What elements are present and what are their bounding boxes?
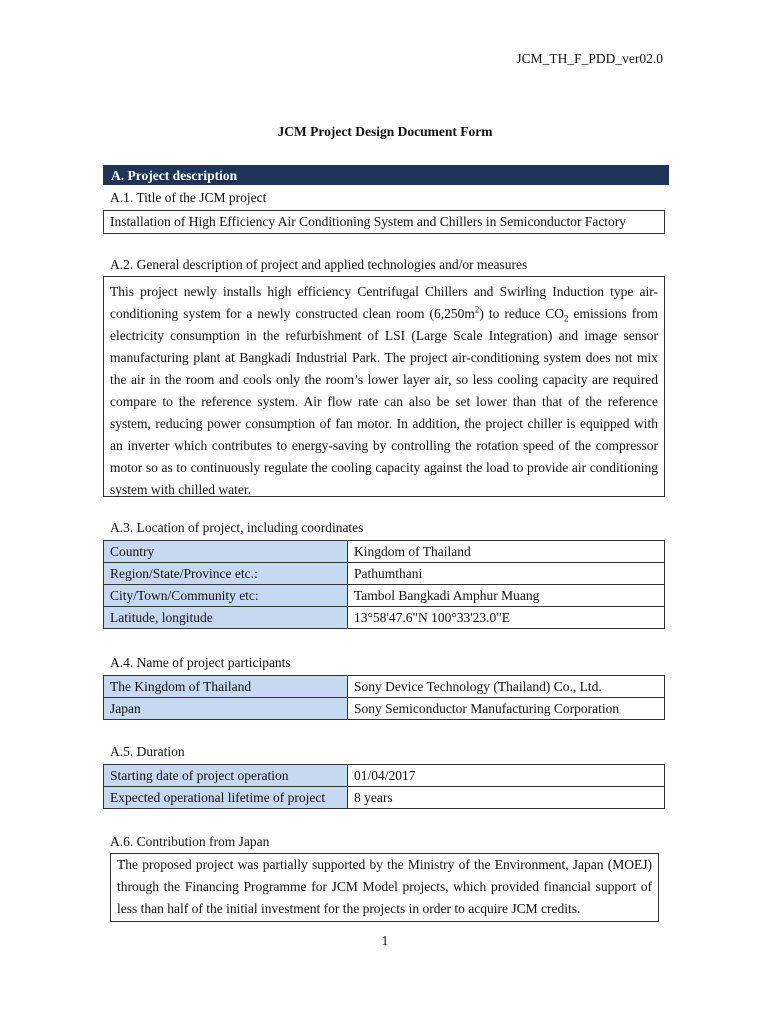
a1-label: A.1. Title of the JCM project	[110, 190, 267, 205]
duration-value: 01/04/2017	[348, 765, 665, 787]
a3-label: A.3. Location of project, including coordinates	[110, 520, 364, 535]
a2-label: A.2. General description of project and applied technologies and/or measures	[110, 257, 528, 272]
participant-country: The Kingdom of Thailand	[104, 676, 348, 698]
location-key: City/Town/Community etc:	[104, 585, 348, 607]
a6-label: A.6. Contribution from Japan	[110, 834, 270, 849]
duration-value: 8 years	[348, 787, 665, 809]
location-value: Kingdom of Thailand	[348, 541, 665, 563]
table-row	[104, 787, 665, 809]
location-key: Country	[104, 541, 348, 563]
contribution-text: The proposed project was partially supported by the Ministry of the Environment, Japan (MOEJ) through the Financing Programme for JCM Model projects, which provided financial support of less than half of the initial investment for the projects in order to acquire JCM credits.	[117, 857, 652, 916]
location-key: Latitude, longitude	[104, 607, 348, 629]
table-row	[104, 676, 665, 698]
table-row	[104, 698, 665, 720]
section-heading: A. Project description	[103, 165, 669, 185]
participants-table	[103, 675, 665, 720]
table-row	[104, 563, 665, 585]
location-value: Tambol Bangkadi Amphur Muang	[348, 585, 665, 607]
location-value: 13°58'47.6"N 100°33'23.0"E	[348, 607, 665, 629]
document-id: JCM_TH_F_PDD_ver02.0	[516, 51, 663, 66]
project-title-box	[103, 210, 665, 234]
table-row	[104, 765, 665, 787]
location-value: Pathumthani	[348, 563, 665, 585]
a4-label: A.4. Name of project participants	[110, 655, 291, 670]
a5-label: A.5. Duration	[110, 744, 185, 759]
participant-name: Sony Device Technology (Thailand) Co., Ltd.	[348, 676, 665, 698]
table-row	[104, 541, 665, 563]
duration-table	[103, 764, 665, 809]
participant-country: Japan	[104, 698, 348, 720]
page-number: 1	[381, 933, 389, 948]
table-row	[104, 607, 665, 629]
location-table	[103, 540, 665, 629]
contribution-box	[110, 853, 659, 922]
duration-key: Starting date of project operation	[104, 765, 348, 787]
participant-name: Sony Semiconductor Manufacturing Corporation	[348, 698, 665, 720]
description-text: This project newly installs high efficiency Centrifugal Chillers and Swirling Induction type air-conditioning system for a newly constructed clean room $(6,250m^2)$ to reduce $CO_2$ emissions from electricity consumption in the refurbishment of LSI (Large Scale Integration) and image sensor manufacturing plant at Bangkadi Industrial Park. The project air-conditioning system does not mix the air in the room and cools only the room’s lower layer air, so less cooling capacity are required compare to the reference system. Air flow rate can also be set lower than that of the reference system, reducing power consumption of fan motor. In addition, the project chiller is equipped with an inverter which contributes to energy-saving by controlling the rotation speed of the compressor motor so as to continuously regulate the cooling capacity against the load to provide air conditioning system with chilled water.	[110, 284, 659, 497]
project-title-value: Installation of High Efficiency Air Conditioning System and Chillers in Semiconductor Factory	[110, 214, 627, 229]
description-box	[103, 276, 665, 497]
location-key: Region/State/Province etc.:	[104, 563, 348, 585]
document-title: JCM Project Design Document Form	[277, 124, 493, 139]
duration-key: Expected operational lifetime of project	[104, 787, 348, 809]
table-row	[104, 585, 665, 607]
